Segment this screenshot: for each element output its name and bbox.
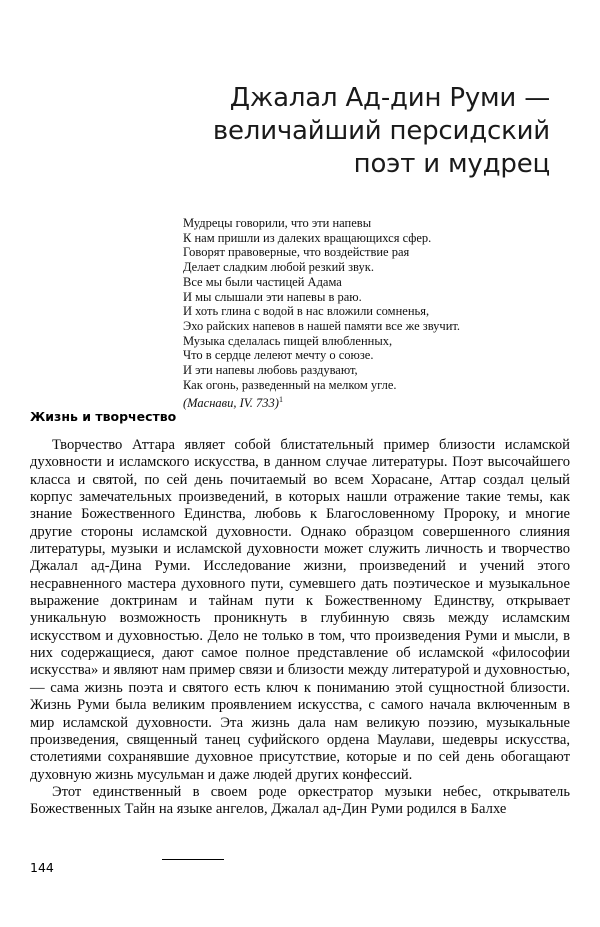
page-number: 144 xyxy=(30,860,54,875)
page-title: Джалал Ад-дин Руми — величайший персидский поэт и мудрец xyxy=(212,83,550,179)
poem-line: Делает сладким любой резкий звук. xyxy=(183,260,374,275)
poem-line: Что в сердце лелеют мечту о союзе. xyxy=(183,348,374,363)
poem-line: К нам пришли из далеких вращающихся сфер. xyxy=(183,230,432,245)
poem-line: Как огонь, разведенный на мелком угле. xyxy=(183,377,397,392)
poem-line: Все мы были частицей Адама xyxy=(183,274,342,289)
body-text xyxy=(30,437,570,819)
poem-source-text: (Маснави, IV. 733) xyxy=(183,396,279,411)
poem-line: Говорят правоверные, что воздействие рая xyxy=(183,245,410,260)
section-heading: Жизнь и творчество xyxy=(30,409,177,424)
poem-line: И мы слышали эти напевы в раю. xyxy=(183,289,362,304)
poem-line: И эти напевы любовь раздувают, xyxy=(183,363,358,378)
poem-block xyxy=(183,216,523,411)
poem-source xyxy=(183,393,523,411)
poem-line: Эхо райских напевов в нашей памяти все же звучит. xyxy=(183,318,461,333)
poem-line: Мудрецы говорили, что эти напевы xyxy=(183,216,372,230)
poem-line: И хоть глина с водой в нас вложили сомненья, xyxy=(183,304,430,319)
footnote-marker: 1 xyxy=(278,395,283,405)
footnote-rule xyxy=(162,859,224,860)
poem-line: Музыка сделалась пищей влюбленных, xyxy=(183,333,393,348)
paragraph: Творчество Аттара являет собой блистательный пример близости исламской духовности и исламского искусства, в данном случае литературы. Поэт высочайшего класса и святой, по сей день почитаемый во всем Хорасане, Аттар создал целый корпус замечательных произведений, в которых нашли отражение такие темы, как знание Божественного Единства, любовь к Благословенному Пророку, и многие другие стороны исламской духовности. Однако образцом совершенного слияния литературы, музыки и исламской духовности может служить личность и творчество Джалал ад-Дина Руми. Исследование жизни, произведений и учений этого несравненного мастера духовного пути, сумевшего дать поэтическое и музыкальное выражение доктринам и тайнам пути к Божественному Единству, открывает уникальную возможность проникнуть в глубинную связь между исламским искусством и духовностью. Дело не только в том, что произведения Руми и мысли, в них содержащиеся, дают самое полное представление об исламской «философии искусства» и являют нам пример связи и близости между литературой и духовностью, — сама жизнь поэта и святого есть ключ к пониманию этой сущностной близости. Жизнь Руми была великим проявлением искусства, с самого начала включенным в мир исламской духовности. Эта жизнь дала нам великую поэзию, музыкальные произведения, священный танец суфийского ордена Маулави, шедевры искусства, столетиями сохранявшие духовное присутствие, которые и по сей день обогащают духовную жизнь мусульман и даже людей других конфессий. xyxy=(30,437,570,783)
paragraph: Этот единственный в своем роде оркестратор музыки небес, открыватель Божественных Тайн на языке ангелов, Джалал ад-Дин Руми родился в Балхе xyxy=(30,783,570,818)
